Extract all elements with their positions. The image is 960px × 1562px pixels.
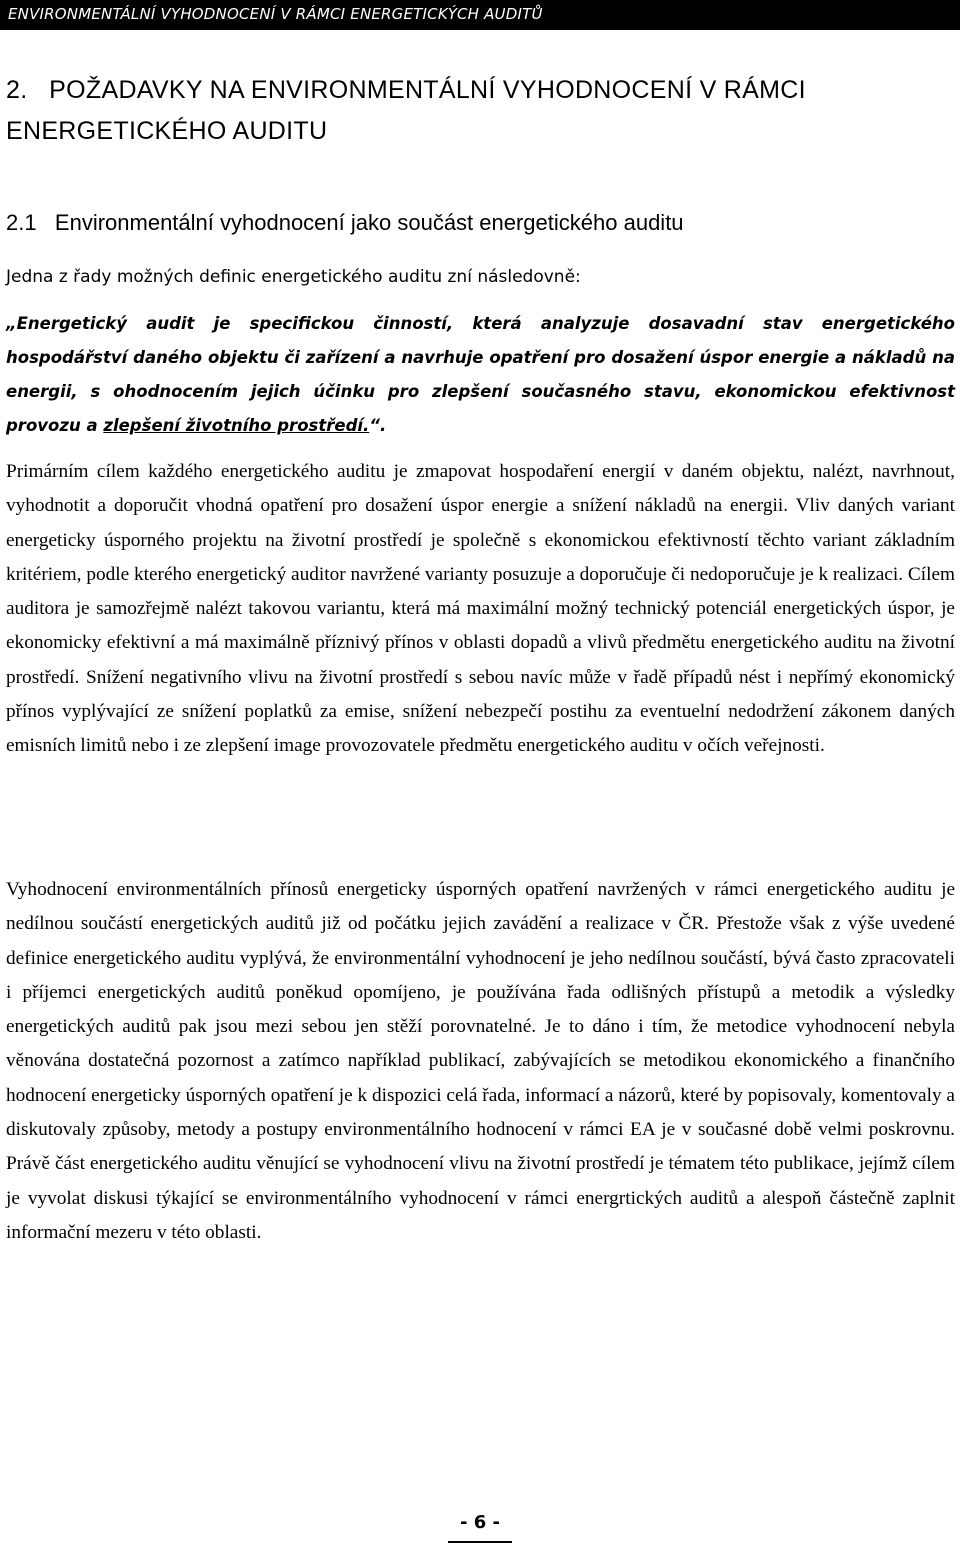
- page-number-underline: [448, 1541, 512, 1543]
- running-header: [0, 0, 960, 30]
- body-paragraph-1: Primárním cílem každého energetického auditu je zmapovat hospodaření energií v daném objektu, nalézt, navrhnout, vyhodnotit a doporučit vhodná opatření pro dosažení úspor energie a snížení nákladů na energii. Vliv daných variant energeticky úsporného projektu na životní prostředí je společně s ekonomickou efektivností těchto variant základním kritériem, podle kterého energetický auditor navržené varianty posuzuje a doporučuje či nedoporučuje je k realizaci. Cílem auditora je samozřejmě nalézt takovou variantu, která má maximální možný technický potenciál energetických úspor, je ekonomicky efektivní a má maximálně příznivý přínos v oblasti dopadů a vlivů předmětu energetického auditu na životní prostředí. Snížení negativního vlivu na životní prostředí s sebou navíc může v řadě případů nést i nepřímý ekonomický přínos vyplývající ze snížení poplatků za emise, snížení nebezpečí postihu za eventuelní nedodržení zákonem daných emisních limitů nebo i ze zlepšení image provozovatele předmětu energetického auditu v očích veřejnosti.: [6, 461, 955, 757]
- definition-quote: [6, 307, 955, 443]
- intro-sentence: Jedna z řady možných definic energetického auditu zní následovně:: [6, 267, 581, 287]
- definition-underlined-text: zlepšení životního prostředí.: [103, 416, 370, 435]
- definition-text: „Energetický audit je specifickou činností, která analyzuje dosavadní stav energetického hospodářství daného objektu či zařízení a navrhuje opatření pro dosažení úspor energie a nákladů na energii, s ohodnocením jejich účinku pro zlepšení současného stavu, ekonomickou efektivnost provozu a: [6, 314, 955, 435]
- body-paragraph-2: Vyhodnocení environmentálních přínosů energeticky úsporných opatření navržených v rámci energetického auditu je nedílnou součástí energetických auditů již od počátku jejich zavádění a realizace v ČR. Přestože však z výše uvedené definice energetického auditu vyplývá, že environmentální vyhodnocení je jeho nedílnou součástí, bývá často zpracovateli i příjemci energetických auditů poněkud opomíjeno, je používána řada odlišných přístupů a metodik a výsledky energetických auditů pak jsou mezi sebou jen stěží porovnatelné. Je to dáno i tím, že metodice vyhodnocení nebyla věnována dostatečná pozornost a zatímco například publikací, zabývajících se metodikou ekonomického a finančního hodnocení energeticky úsporných opatření je k dispozici celá řada, informací a názorů, které by popisovaly, komentovaly a diskutovaly způsoby, metody a postupy environmentálního hodnocení v rámci EA je v současné době velmi poskrovnu. Právě část energetického auditu věnující se vyhodnocení vlivu na životní prostředí je tématem této publikace, jejímž cílem je vyvolat diskusi týkající se environmentálního vyhodnocení v rámci energrtických auditů a alespoň částečně zaplnit informační mezeru v této oblasti.: [6, 879, 955, 1243]
- running-header-title: ENVIRONMENTÁLNÍ VYHODNOCENÍ V RÁMCI ENERGETICKÝCH AUDITŮ: [8, 5, 543, 23]
- page-number: - 6 -: [460, 1512, 500, 1533]
- section-heading: 2.1 Environmentální vyhodnocení jako součást energetického auditu: [6, 210, 684, 235]
- chapter-heading: 2. POŽADAVKY NA ENVIRONMENTÁLNÍ VYHODNOCENÍ V RÁMCI ENERGETICKÉHO AUDITU: [6, 76, 814, 145]
- definition-closing: “.: [369, 416, 387, 435]
